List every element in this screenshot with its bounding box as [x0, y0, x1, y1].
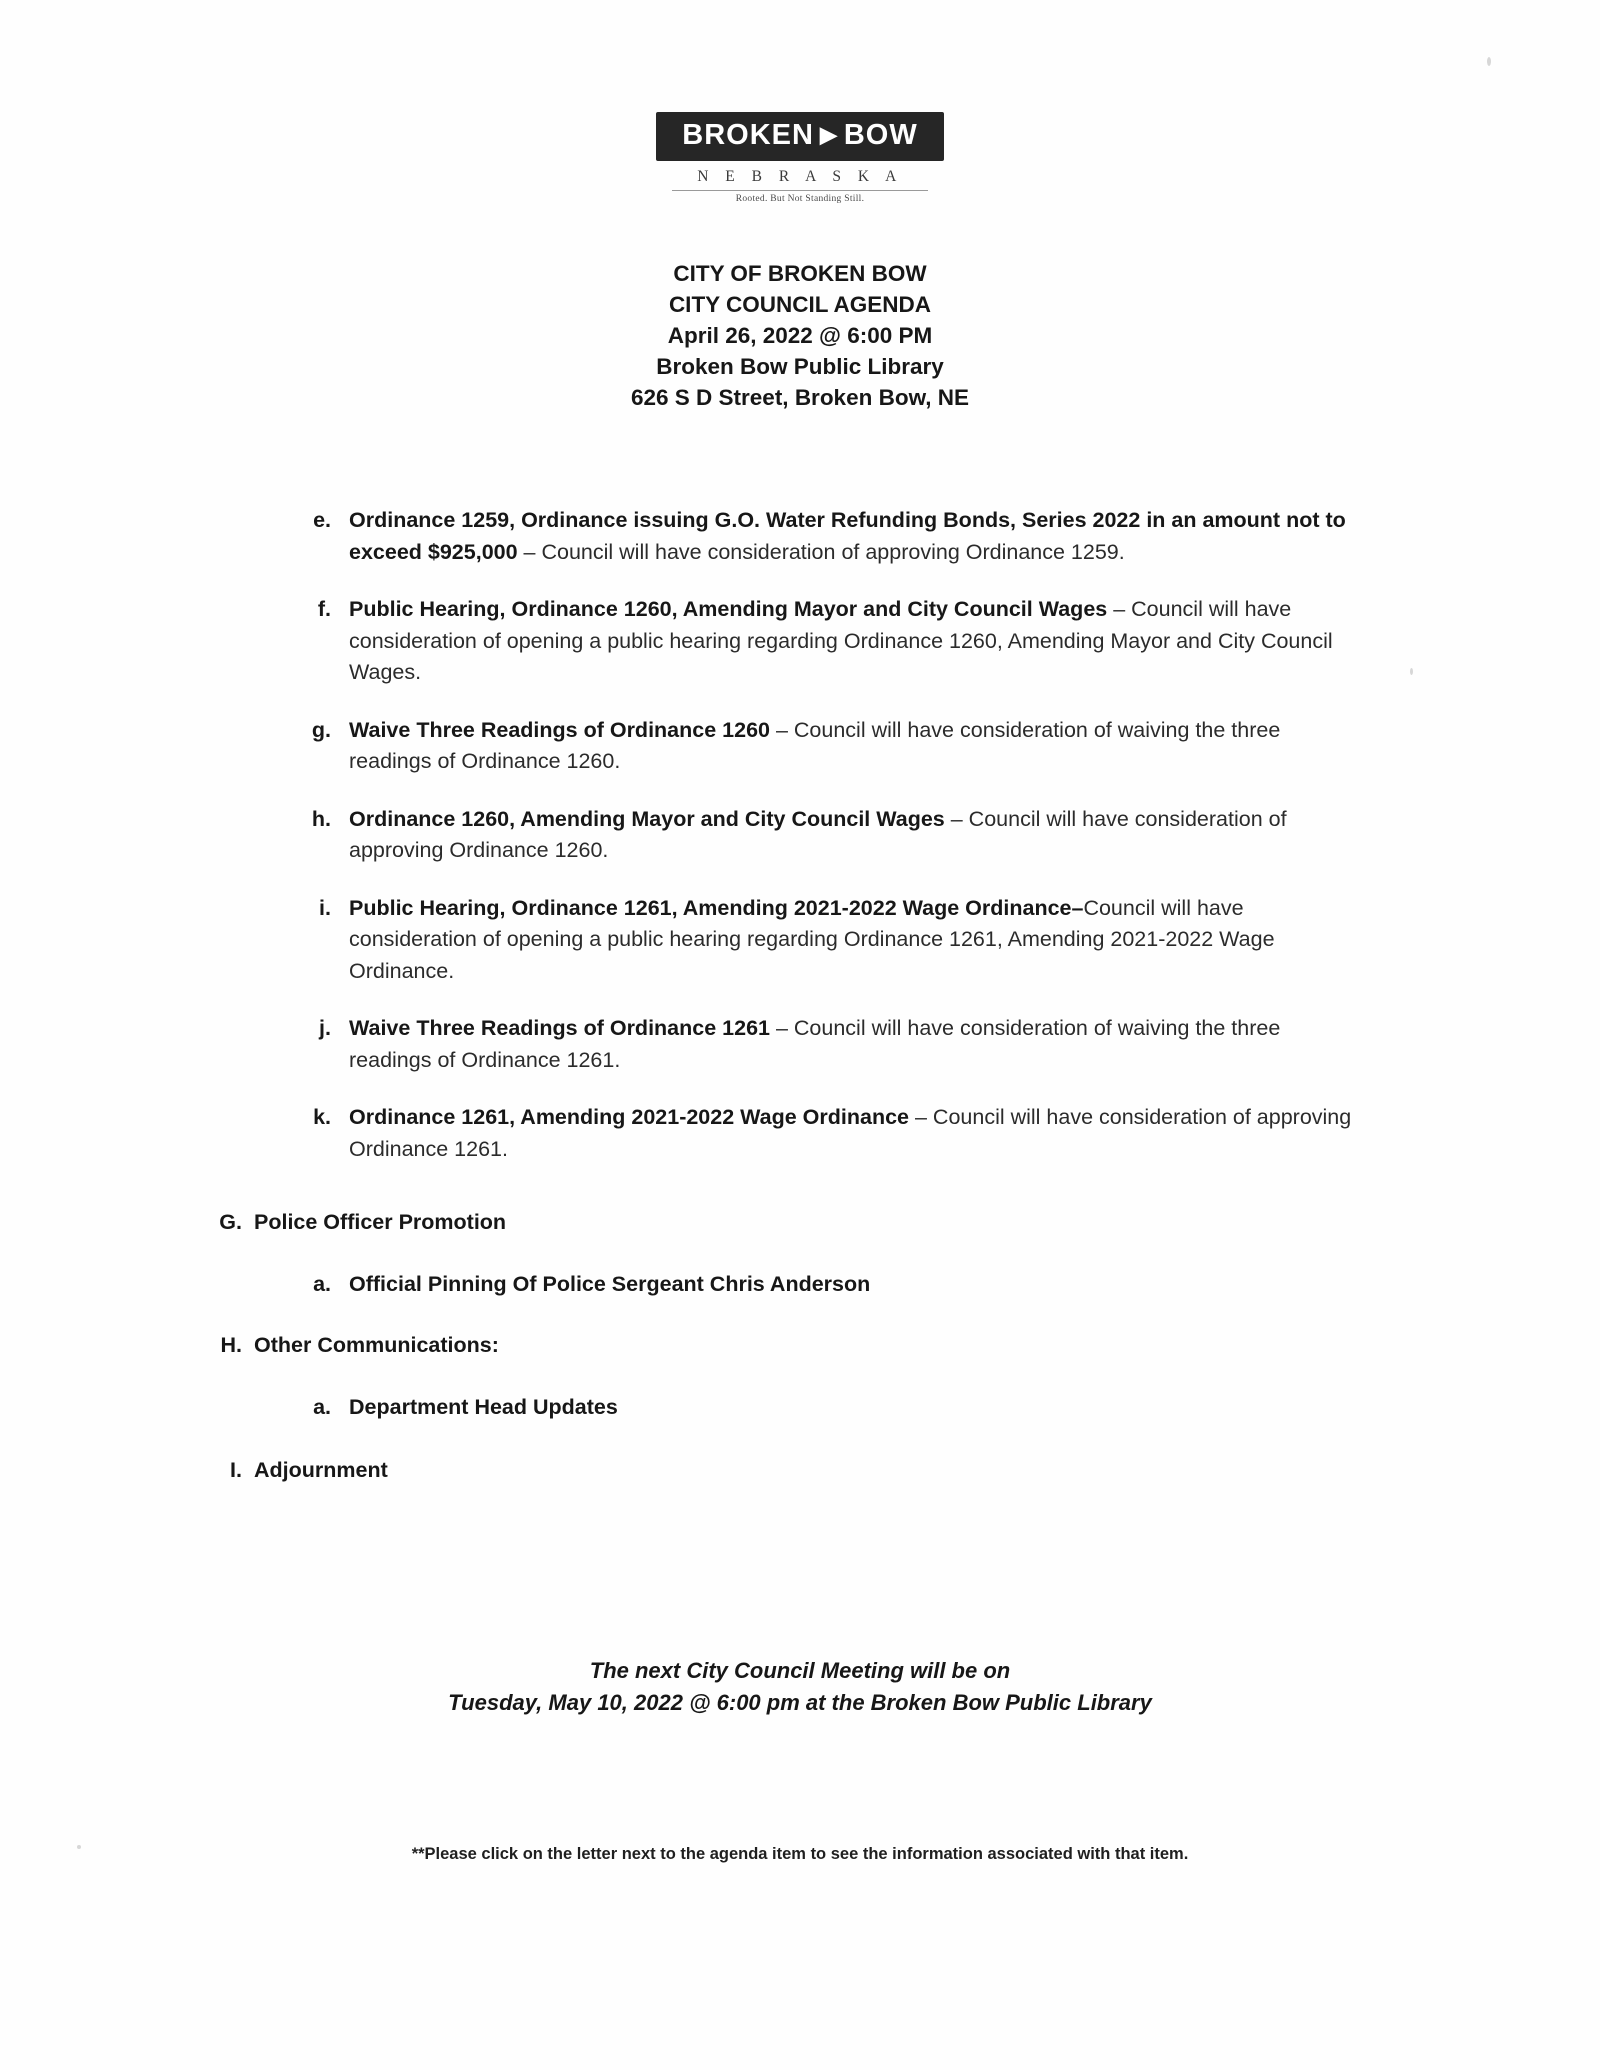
- agenda-item-title: Public Hearing, Ordinance 1261, Amending 2021-2022 Wage Ordinance–: [349, 895, 1084, 920]
- agenda-item-marker[interactable]: a.: [313, 1271, 331, 1296]
- title-line-5: 626 S D Street, Broken Bow, NE: [630, 385, 970, 410]
- logo-divider: [672, 190, 928, 191]
- agenda-item-description: – Council will have consideration of waiving the three readings of Ordinance 1260.: [349, 717, 1281, 773]
- agenda-item[interactable]: [208, 594, 1398, 689]
- city-logo: [0, 112, 1600, 204]
- agenda-item-text: [349, 1392, 1359, 1424]
- agenda-item-text: [349, 505, 1359, 568]
- agenda-list: [208, 505, 1398, 1513]
- agenda-item[interactable]: [208, 1455, 1398, 1487]
- agenda-item-title: Other Communications:: [254, 1333, 499, 1357]
- agenda-item-text: [349, 1013, 1359, 1076]
- agenda-item-text: [349, 1102, 1359, 1165]
- title-line-3: April 26, 2022 @ 6:00 PM: [667, 323, 933, 348]
- agenda-item-marker[interactable]: h.: [311, 806, 331, 831]
- agenda-item-title: Ordinance 1260, Amending Mayor and City Council Wages: [349, 806, 945, 831]
- agenda-item-text: [254, 1455, 1334, 1487]
- agenda-item-title: Official Pinning Of Police Sergeant Chris Anderson: [349, 1271, 871, 1296]
- title-line-4: Broken Bow Public Library: [656, 354, 944, 379]
- agenda-item-title: Ordinance 1259, Ordinance issuing G.O. Water Refunding Bonds, Series 2022 in an amount not to exceed $925,000: [349, 508, 1346, 564]
- agenda-item-marker[interactable]: a.: [313, 1394, 331, 1419]
- agenda-item-description: – Council will have consideration of approving Ordinance 1259.: [517, 539, 1125, 564]
- agenda-item-description: – Council will have consideration of approving Ordinance 1261.: [349, 1105, 1352, 1161]
- logo-state: N E B R A S K A: [697, 168, 903, 185]
- agenda-item-title: Public Hearing, Ordinance 1260, Amending Mayor and City Council Wages: [349, 597, 1108, 621]
- agenda-item-text: [254, 1330, 1334, 1362]
- next-meeting-note: [0, 1655, 1600, 1719]
- agenda-item-marker[interactable]: j.: [319, 1016, 331, 1040]
- agenda-item-marker[interactable]: I.: [230, 1458, 242, 1482]
- logo-wordmark: [656, 112, 943, 161]
- agenda-item-description: Council will have consideration of opening a public hearing regarding Ordinance 1261, Amending 2021-2022 Wage Ordinance.: [349, 895, 1275, 983]
- agenda-item[interactable]: [208, 505, 1398, 568]
- agenda-item-title: Ordinance 1261, Amending 2021-2022 Wage Ordinance: [349, 1105, 910, 1129]
- agenda-item[interactable]: [208, 804, 1398, 867]
- agenda-item-marker[interactable]: H.: [220, 1333, 242, 1357]
- agenda-item-text: [349, 594, 1359, 689]
- agenda-item-text: [349, 1269, 1359, 1301]
- agenda-item[interactable]: [208, 1207, 1398, 1239]
- logo-arrow-icon: ▶: [819, 122, 838, 147]
- title-line-2: CITY COUNCIL AGENDA: [668, 292, 932, 317]
- agenda-item-marker[interactable]: i.: [319, 895, 331, 920]
- agenda-item[interactable]: [208, 893, 1398, 988]
- agenda-item-text: [349, 804, 1359, 867]
- agenda-item-description: – Council will have consideration of approving Ordinance 1260.: [349, 806, 1287, 862]
- agenda-item[interactable]: [208, 1013, 1398, 1076]
- page-title: [0, 258, 1600, 413]
- next-meeting-line-1: The next City Council Meeting will be on: [589, 1658, 1011, 1683]
- agenda-item-title: Police Officer Promotion: [254, 1210, 507, 1234]
- logo-text-right: BOW: [843, 119, 918, 151]
- agenda-item-text: [254, 1207, 1334, 1239]
- agenda-item-marker[interactable]: f.: [317, 597, 331, 621]
- footer-note: **Please click on the letter next to the agenda item to see the information associated with that item.: [411, 1845, 1189, 1863]
- agenda-item-marker[interactable]: e.: [313, 508, 331, 532]
- scan-artifact: [1410, 668, 1413, 675]
- agenda-item-description: – Council will have consideration of opening a public hearing regarding Ordinance 1260, Amending Mayor and City Council Wages.: [349, 597, 1333, 684]
- logo-tagline: Rooted. But Not Standing Still.: [735, 194, 865, 204]
- title-line-1: CITY OF BROKEN BOW: [673, 261, 927, 286]
- agenda-item[interactable]: [208, 715, 1398, 778]
- agenda-item-marker[interactable]: k.: [313, 1105, 331, 1129]
- agenda-item[interactable]: [208, 1392, 1398, 1424]
- agenda-item[interactable]: [208, 1269, 1398, 1301]
- logo-text-left: BROKEN: [682, 119, 814, 151]
- agenda-item[interactable]: [208, 1102, 1398, 1165]
- agenda-item-title: Waive Three Readings of Ordinance 1261: [349, 1016, 770, 1040]
- agenda-item-marker[interactable]: G.: [219, 1210, 242, 1234]
- agenda-item-title: Adjournment: [254, 1458, 388, 1482]
- agenda-item-text: [349, 715, 1359, 778]
- agenda-item-text: [349, 893, 1359, 988]
- agenda-item[interactable]: [208, 1330, 1398, 1362]
- agenda-item-title: Department Head Updates: [349, 1394, 618, 1419]
- agenda-item-marker[interactable]: g.: [311, 717, 331, 742]
- agenda-item-description: – Council will have consideration of waiving the three readings of Ordinance 1261.: [349, 1016, 1281, 1072]
- scan-artifact: [1487, 57, 1491, 66]
- agenda-item-title: Waive Three Readings of Ordinance 1260: [349, 717, 770, 742]
- next-meeting-line-2: Tuesday, May 10, 2022 @ 6:00 pm at the Broken Bow Public Library: [448, 1690, 1152, 1715]
